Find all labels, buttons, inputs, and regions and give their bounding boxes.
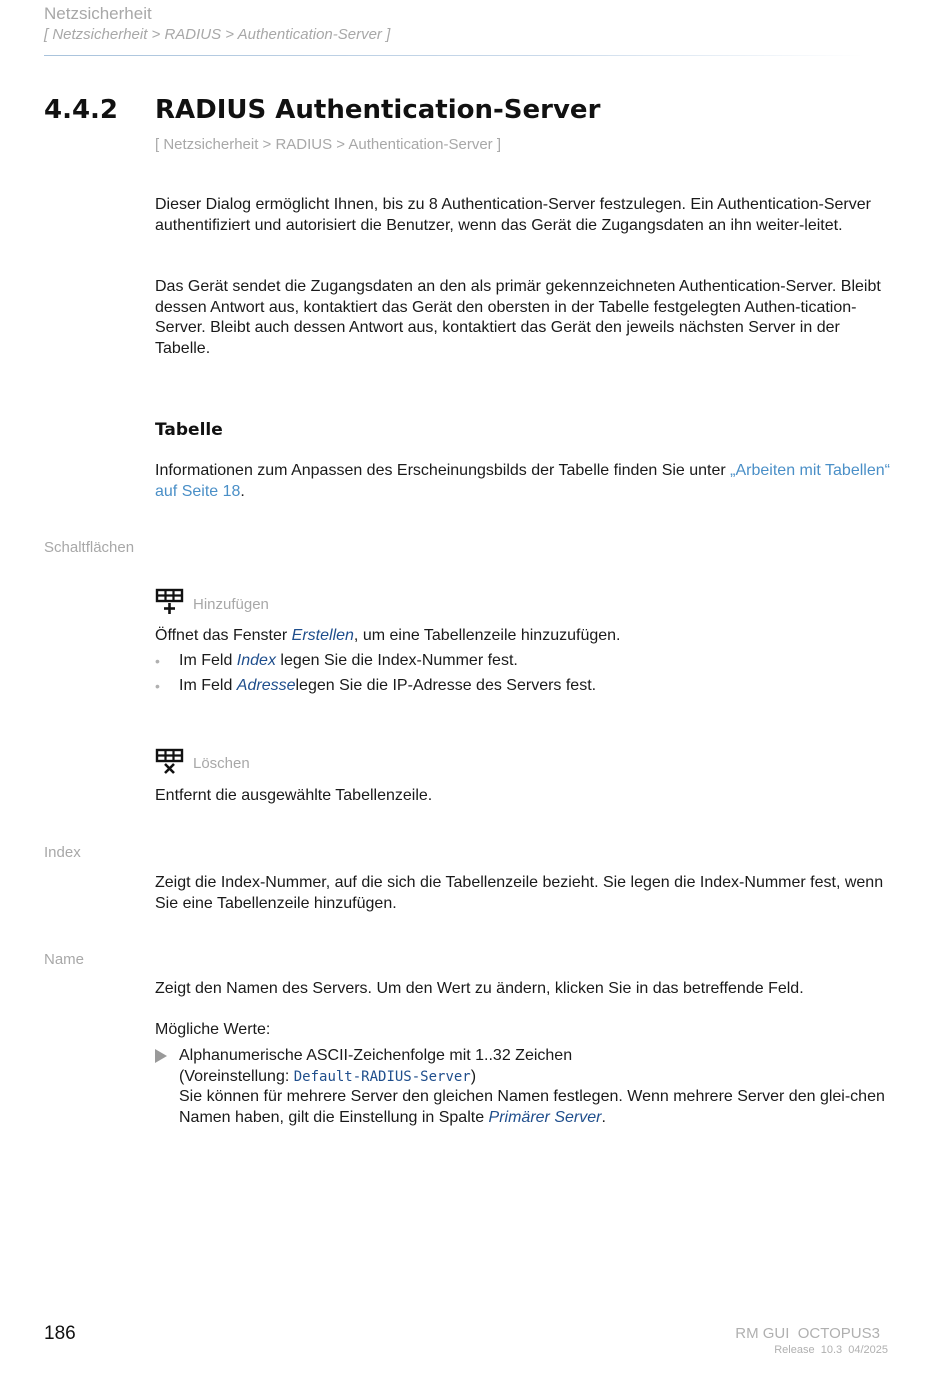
name-description: Zeigt den Namen des Servers. Um den Wert zu ändern, klicken Sie in das betreffende Feld. [155,980,804,997]
add-button-label: Hinzufügen [193,596,269,613]
list-item [155,652,895,672]
note-text: Sie können für mehrere Server den gleichen Namen festlegen. Wenn mehrere Server den glei-chen Namen haben, gilt die Einstellung in Spalte [179,1088,885,1126]
list-item-text [179,652,518,670]
possible-value-item [155,1046,895,1128]
delete-button-row [155,748,250,779]
bullet-text: Im Feld [179,652,237,669]
value-type: Alphanumerische ASCII-Zeichenfolge mit 1..32 Zeichen [179,1047,573,1064]
page-number: 186 [44,1323,76,1344]
intro-paragraph-2: Das Gerät sendet die Zugangsdaten an den als primär gekennzeichneten Authentication-Server. Bleibt dessen Antwort aus, kontaktiert das Gerät den obersten in der Tabelle festgelegten Authen-tication-Server. Bleibt auch dessen Antwort aus, kontaktiert das Gerät den jeweils nächsten Server in der Tabelle. [155,278,881,357]
value-note [179,1087,895,1128]
list-item-text [179,677,596,695]
section-number: 4.4.2 [44,95,119,125]
side-label-name: Name [44,951,85,968]
footer-product: RM GUI OCTOPUS3 [735,1325,880,1342]
table-add-icon[interactable] [155,588,185,621]
bullet-field-name: Index [236,652,276,669]
bullet-field-name: Adresse [236,677,296,694]
intro-paragraph-1: Dieser Dialog ermöglicht Ihnen, bis zu 8 Authentication-Server festzulegen. Ein Authentication-Server authentifiziert und autorisiert die Benutzer, wenn das Gerät die Zugangsdaten an ihn weiter-leitet. [155,196,871,234]
add-desc-text-end: , um eine Tabellenzeile hinzuzufügen. [353,627,621,644]
table-info-text: Informationen zum Anpassen des Erscheinungsbilds der Tabelle finden Sie unter [155,462,731,479]
section-breadcrumb: [ Netzsicherheit > RADIUS > Authentication-Server ] [155,136,501,153]
section-title: RADIUS Authentication-Server [155,95,601,125]
note-end: . [601,1108,606,1126]
header-divider [44,55,864,56]
bullet-dot: • [155,678,160,694]
table-info-link[interactable]: „Arbeiten mit Tabellen“ auf Seite 18 [155,462,890,500]
table-delete-icon[interactable] [155,748,185,779]
note-column-name: Primärer Server [488,1108,602,1126]
footer-release: Release 10.3 04/2025 [774,1344,888,1356]
side-label-index: Index [44,844,81,861]
bullet-text-end: legen Sie die Index-Nummer fest. [275,652,518,669]
default-prefix: (Voreinstellung: [179,1067,294,1085]
table-info-paragraph [155,461,895,502]
value-default-line [179,1067,895,1088]
default-suffix: ) [470,1067,477,1085]
bullet-text-end: legen Sie die IP-Adresse des Servers fest. [295,677,597,694]
table-heading: Tabelle [155,420,223,440]
add-button-row [155,588,269,621]
delete-button-description: Entfernt die ausgewählte Tabellenzeile. [155,787,433,804]
running-header-breadcrumb: [ Netzsicherheit > RADIUS > Authentication-Server ] [44,26,391,43]
add-desc-text: Öffnet das Fenster [155,627,292,644]
bullet-text: Im Feld [179,677,237,694]
possible-value-text [179,1046,895,1128]
side-label-buttons: Schaltflächen [44,539,135,556]
add-desc-window-name: Erstellen [291,627,354,644]
index-description: Zeigt die Index-Nummer, auf die sich die Tabellenzeile bezieht. Sie legen die Index-Nummer fest, wenn Sie eine Tabellenzeile hinzufügen. [155,874,884,912]
table-info-end: . [240,482,245,500]
running-header-title: Netzsicherheit [44,4,152,23]
default-value: Default-RADIUS-Server [293,1068,471,1085]
list-item [155,677,895,697]
possible-values-label: Mögliche Werte: [155,1021,271,1038]
bullet-dot: • [155,653,160,669]
delete-button-label: Löschen [193,755,250,772]
add-button-description [155,626,895,647]
arrow-bullet-icon [155,1049,167,1063]
